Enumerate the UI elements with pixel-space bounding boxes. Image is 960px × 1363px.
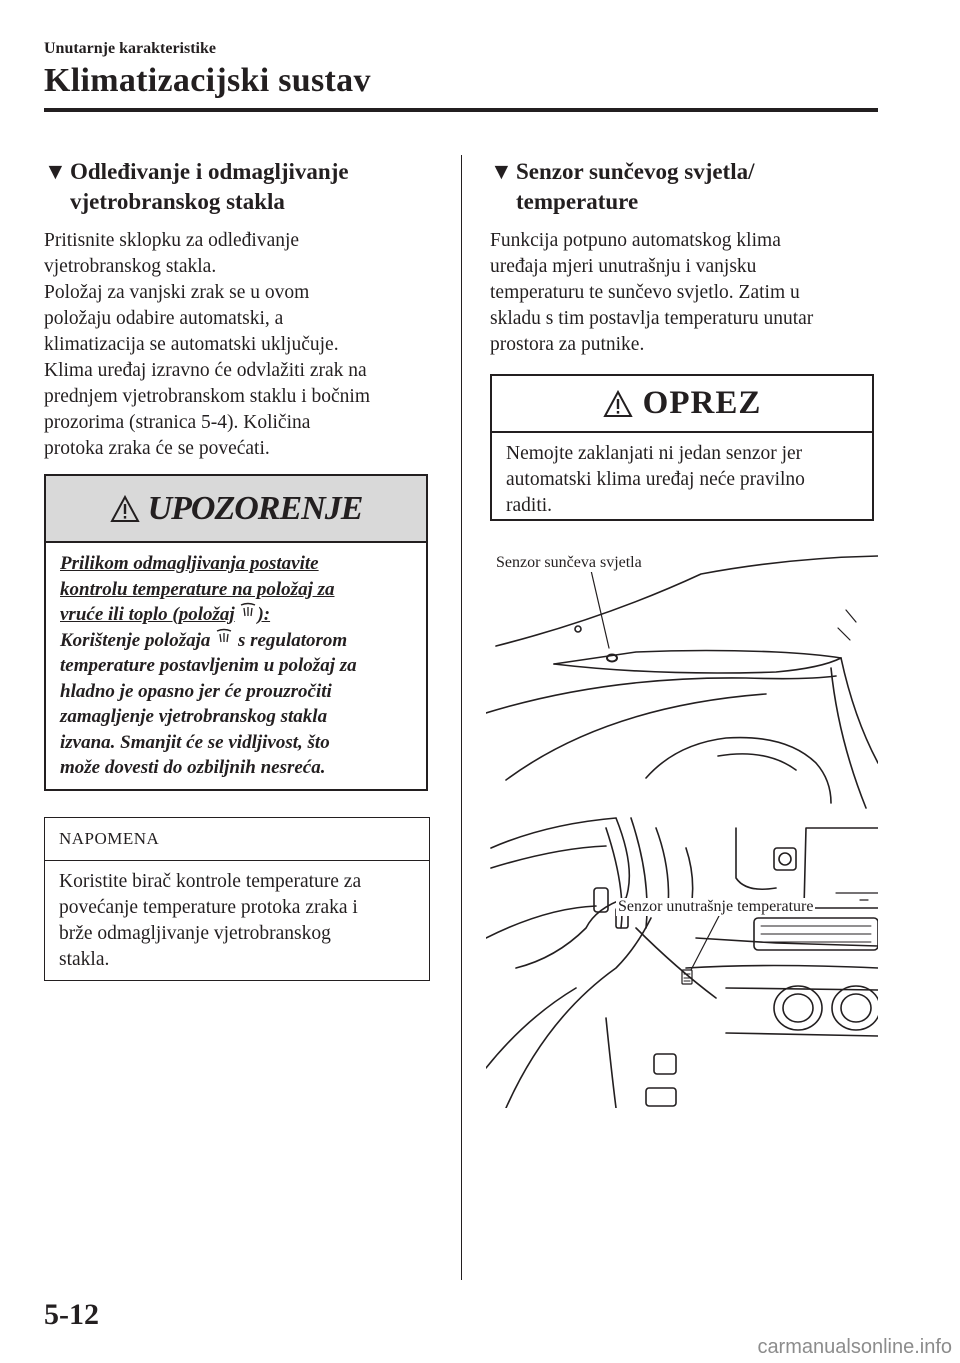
warning-text: ):	[257, 604, 271, 625]
text-line: prednjem vjetrobranskom staklu i bočnim	[44, 386, 371, 407]
text-line: Položaj za vanjski zrak se u ovom	[44, 282, 310, 303]
sun-sensor-label: Senzor sunčeva svjetla	[496, 554, 642, 571]
note-box	[44, 817, 430, 981]
caution-header	[492, 376, 872, 433]
warning-text: Korištenje položaja	[60, 629, 211, 651]
text-line: položaju odabire automatski, a	[44, 308, 284, 329]
text-line: vjetrobranskog stakla.	[44, 256, 217, 277]
left-heading	[44, 157, 444, 217]
left-heading-line2: vjetrobranskog stakla	[70, 189, 285, 214]
warning-triangle-icon	[110, 495, 140, 523]
note-title: NAPOMENA	[45, 818, 429, 861]
page-title: Klimatizacijski sustav	[44, 62, 371, 99]
text-line: temperaturu te sunčevo svjetlo. Zatim u	[490, 282, 800, 303]
warning-title: UPOZORENJE	[147, 489, 363, 527]
caution-box	[490, 374, 874, 521]
caution-body	[492, 433, 872, 527]
warning-line: hladno je opasno jer će prouzročiti	[60, 680, 332, 702]
text-line: skladu s tim postavlja temperaturu unutar	[490, 308, 814, 329]
text-line: prozorima (stranica 5-4). Količina	[44, 412, 311, 433]
text-line: protoka zraka će se povećati.	[44, 438, 270, 459]
page-number: 5-12	[44, 1298, 99, 1331]
column-divider	[461, 155, 462, 1280]
right-heading	[490, 157, 890, 217]
warning-header	[46, 476, 426, 543]
warning-line: izvana. Smanjit će se vidljivost, što	[60, 731, 330, 753]
left-paragraph	[44, 228, 444, 462]
sensor-illustration	[486, 548, 878, 1108]
temp-sensor-label: Senzor unutrašnje temperature	[618, 898, 814, 915]
text-line: prostora za putnike.	[490, 334, 645, 355]
warning-text: vruće ili toplo (položaj	[60, 604, 235, 625]
warning-text: s regulatorom	[237, 629, 348, 651]
warning-line: zamagljenje vjetrobranskog stakla	[60, 706, 328, 727]
note-line: stakla.	[59, 949, 110, 970]
warning-line	[60, 602, 412, 628]
caution-line: Nemojte zaklanjati ni jedan senzor jer	[506, 443, 803, 464]
defroster-icon	[239, 602, 257, 618]
warning-triangle-icon	[603, 390, 633, 418]
text-line: uređaja mjeri unutrašnju i vanjsku	[490, 256, 757, 277]
title-rule	[44, 108, 878, 112]
note-body	[45, 861, 429, 981]
note-line: povećanje temperature protoka zraka i	[59, 897, 358, 918]
warning-body	[46, 543, 426, 789]
warning-line: temperature postavljenim u položaj za	[60, 655, 357, 676]
caution-line: automatski klima uređaj neće pravilno	[506, 469, 805, 490]
triangle-bullet-icon: ▼	[490, 159, 513, 184]
warning-line	[60, 628, 412, 654]
triangle-bullet-icon: ▼	[44, 159, 67, 184]
warning-line: može dovesti do ozbiljnih nesreća.	[60, 757, 326, 778]
defroster-icon	[215, 628, 233, 644]
note-line: Koristite birač kontrole temperature za	[59, 871, 362, 892]
caution-line: raditi.	[506, 495, 553, 516]
warning-box	[44, 474, 428, 791]
right-heading-line2: temperature	[516, 189, 639, 214]
dashboard-drawing	[486, 548, 878, 1108]
text-line: Klima uređaj izravno će odvlažiti zrak na	[44, 360, 367, 381]
section-label: Unutarnje karakteristike	[44, 40, 216, 57]
warning-line: Prilikom odmagljivanja postavite	[60, 553, 319, 574]
caution-title: OPREZ	[642, 385, 762, 421]
right-heading-line1: Senzor sunčevog svjetla/	[516, 159, 755, 184]
text-line: Funkcija potpuno automatskog klima	[490, 230, 781, 251]
warning-line: kontrolu temperature na položaj za	[60, 578, 335, 600]
right-paragraph	[490, 228, 890, 358]
note-line: brže odmagljivanje vjetrobranskog	[59, 923, 331, 944]
watermark: carmanualsonline.info	[757, 1336, 952, 1358]
text-line: klimatizacija se automatski uključuje.	[44, 334, 339, 355]
text-line: Pritisnite sklopku za odleđivanje	[44, 230, 300, 251]
left-heading-line1: Odleđivanje i odmagljivanje	[70, 159, 349, 184]
